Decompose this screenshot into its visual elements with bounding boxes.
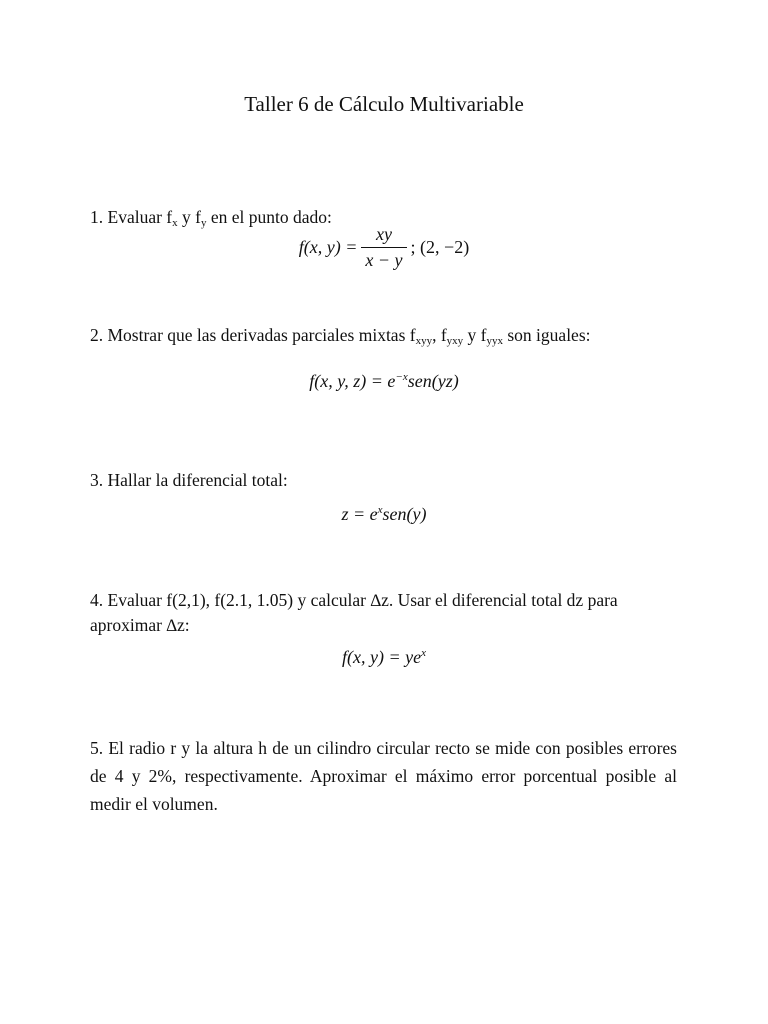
problem-4-statement: 4. Evaluar f(2,1), f(2.1, 1.05) y calcular ∆z. Usar el diferencial total dz para aproximar ∆z: [90,590,618,635]
problem-5-statement: 5. El radio r y la altura h de un cilindro circular recto se mide con posibles errores de 4 y 2%, respectivamente. Aproximar el máximo error porcentual posible al medir el volumen. [90,738,677,814]
problem-2-statement: 2. Mostrar que las derivadas parciales mixtas $f_{xyy}$, $f_{yxy}$ y $f_{yyx}$ son iguales: [90,325,591,347]
fraction-numerator: xy [361,224,406,248]
problem-1-statement: 1. Evaluar $f_x$ y $f_y$ en el punto dado: [90,207,332,229]
problem-4-equation: f(x, $y) = ye^x$ [342,647,426,667]
problem-2-equation: f(x, y, $z) = e^{-x}sen(yz)$ [309,371,459,391]
fraction [361,224,406,271]
fraction-denominator: x − y [365,250,403,270]
document-title: Taller 6 de Cálculo Multivariable [244,92,524,116]
problem-3-statement: 3. Hallar la diferencial total: [90,470,288,490]
problem-3-equation: $z = e^xsen(y)$ [341,504,427,524]
problem-1-equation: f(x, y) = $\frac{xy}{x - y}$ ; (2, −2) [298,224,470,270]
